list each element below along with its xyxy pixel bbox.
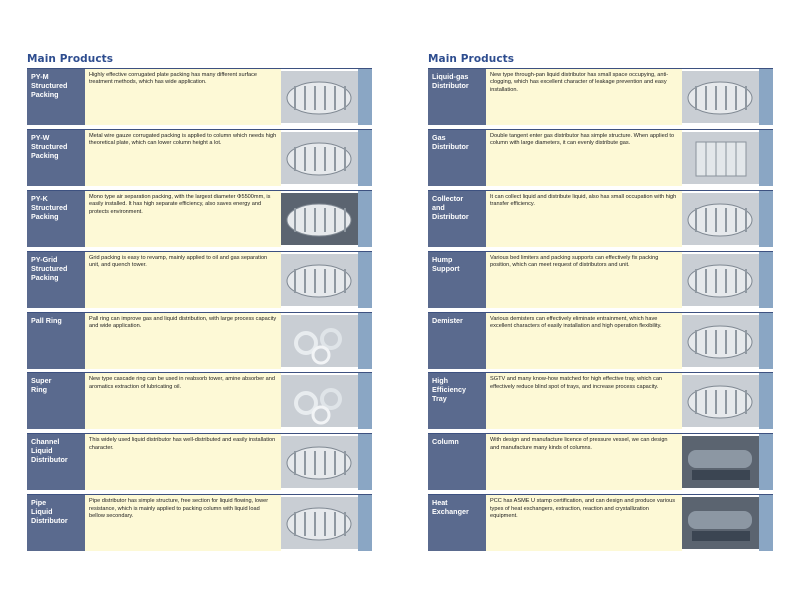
product-row: [27, 372, 372, 429]
row-edge-strip: [358, 252, 372, 308]
row-edge-strip: [358, 373, 372, 429]
product-name: Pipe Liquid Distributor: [27, 495, 85, 551]
product-row: [27, 433, 372, 490]
product-name: PY-M Structured Packing: [27, 69, 85, 125]
row-edge-strip: [759, 434, 773, 490]
super-ring-photo: [281, 375, 358, 427]
product-description: Grid packing is easy to revamp, mainly applied to oil and gas separation unit, and quench tower.: [85, 252, 281, 308]
wire-gauze-packing-photo: [281, 132, 358, 184]
product-row: [27, 251, 372, 308]
product-description: Various demisters can effectively eliminate entrainment, which have excellent characters of easily installation and high operation flexibility.: [486, 313, 682, 369]
product-row: [428, 433, 773, 490]
product-name: Demister: [428, 313, 486, 369]
product-description: New type through-pan liquid distributor has small space occupying, anti-clogging, which has excellent character of leakage prevention and easy installation.: [486, 69, 682, 125]
product-description: SGTV and many know-how matched for high effective tray, which can effectively reduce blind spot of trays, and increase process capacity.: [486, 373, 682, 429]
product-description: Mono type air separation packing, with the largest diameter Φ5500mm, is easily installed. It has high separate efficiency, also saves energy and protects environment.: [85, 191, 281, 247]
product-description: Pall ring can improve gas and liquid distribution, with large process capacity and wide application.: [85, 313, 281, 369]
product-row: [428, 190, 773, 247]
gas-distributor-photo: [682, 132, 759, 184]
row-edge-strip: [358, 434, 372, 490]
right-column-title: Main Products: [428, 53, 515, 65]
product-row: [27, 190, 372, 247]
product-description: Various bed limiters and packing supports can effectively fix packing position, which can meet request of distributors and unit.: [486, 252, 682, 308]
row-edge-strip: [358, 130, 372, 186]
column-photo: [682, 436, 759, 488]
product-row: [27, 494, 372, 551]
product-name: Column: [428, 434, 486, 490]
row-edge-strip: [759, 252, 773, 308]
product-name: PY-W Structured Packing: [27, 130, 85, 186]
pall-ring-photo: [281, 315, 358, 367]
product-name: Collector and Distributor: [428, 191, 486, 247]
air-separation-packing-photo: [281, 193, 358, 245]
demister-photo: [682, 315, 759, 367]
product-description: It can collect liquid and distribute liquid, also has small occupation with high transfer efficiency.: [486, 191, 682, 247]
row-edge-strip: [358, 191, 372, 247]
product-description: Highly effective corrugated plate packing has many different surface treatment methods, which has wide application.: [85, 69, 281, 125]
product-row: [27, 312, 372, 369]
product-description: New type cascade ring can be used in reabsorb tower, amine absorber and aromatics extraction of lubricating oil.: [85, 373, 281, 429]
product-row: [428, 312, 773, 369]
row-edge-strip: [358, 313, 372, 369]
row-edge-strip: [759, 69, 773, 125]
hump-support-photo: [682, 254, 759, 306]
product-row: [428, 68, 773, 125]
collector-distributor-photo: [682, 193, 759, 245]
row-edge-strip: [759, 191, 773, 247]
channel-distributor-photo: [281, 436, 358, 488]
product-description: Double tangent enter gas distributor has simple structure. When applied to column with large diameters, it can evenly distribute gas.: [486, 130, 682, 186]
product-name: Pall Ring: [27, 313, 85, 369]
row-edge-strip: [759, 373, 773, 429]
product-row: [27, 129, 372, 186]
product-description: Metal wire gauze corrugated packing is applied to column which needs high theoretical plate, which can lower column height a lot.: [85, 130, 281, 186]
product-name: PY-Grid Structured Packing: [27, 252, 85, 308]
product-name: Heat Exchanger: [428, 495, 486, 551]
product-name: Gas Distributor: [428, 130, 486, 186]
row-edge-strip: [759, 130, 773, 186]
product-name: PY-K Structured Packing: [27, 191, 85, 247]
left-column-title: Main Products: [27, 53, 114, 65]
row-edge-strip: [358, 69, 372, 125]
product-row: [428, 372, 773, 429]
tray-photo: [682, 375, 759, 427]
grid-packing-photo: [281, 254, 358, 306]
row-edge-strip: [759, 313, 773, 369]
product-row: [27, 68, 372, 125]
product-name: Super Ring: [27, 373, 85, 429]
product-name: Liquid-gas Distributor: [428, 69, 486, 125]
heat-exchanger-photo: [682, 497, 759, 549]
row-edge-strip: [358, 495, 372, 551]
product-description: PCC has ASME U stamp certification, and can design and produce various types of heat exchangers, extraction, reaction and crystallization equipment.: [486, 495, 682, 551]
product-name: Hump Support: [428, 252, 486, 308]
product-row: [428, 494, 773, 551]
pipe-distributor-photo: [281, 497, 358, 549]
liquid-gas-distributor-photo: [682, 71, 759, 123]
row-edge-strip: [759, 495, 773, 551]
product-name: High Efficiency Tray: [428, 373, 486, 429]
product-row: [428, 251, 773, 308]
right-column: [428, 52, 773, 555]
product-name: Channel Liquid Distributor: [27, 434, 85, 490]
product-row: [428, 129, 773, 186]
product-description: With design and manufacture licence of pressure vessel, we can design and manufacture many kinds of columns.: [486, 434, 682, 490]
left-column: [27, 52, 372, 555]
product-description: This widely used liquid distributor has well-distributed and easily installation character.: [85, 434, 281, 490]
corrugated-packing-photo: [281, 71, 358, 123]
product-description: Pipe distributor has simple structure, free section for liquid flowing, lower resistance, which is mainly applied to packing column with liquid load bellow secondary.: [85, 495, 281, 551]
